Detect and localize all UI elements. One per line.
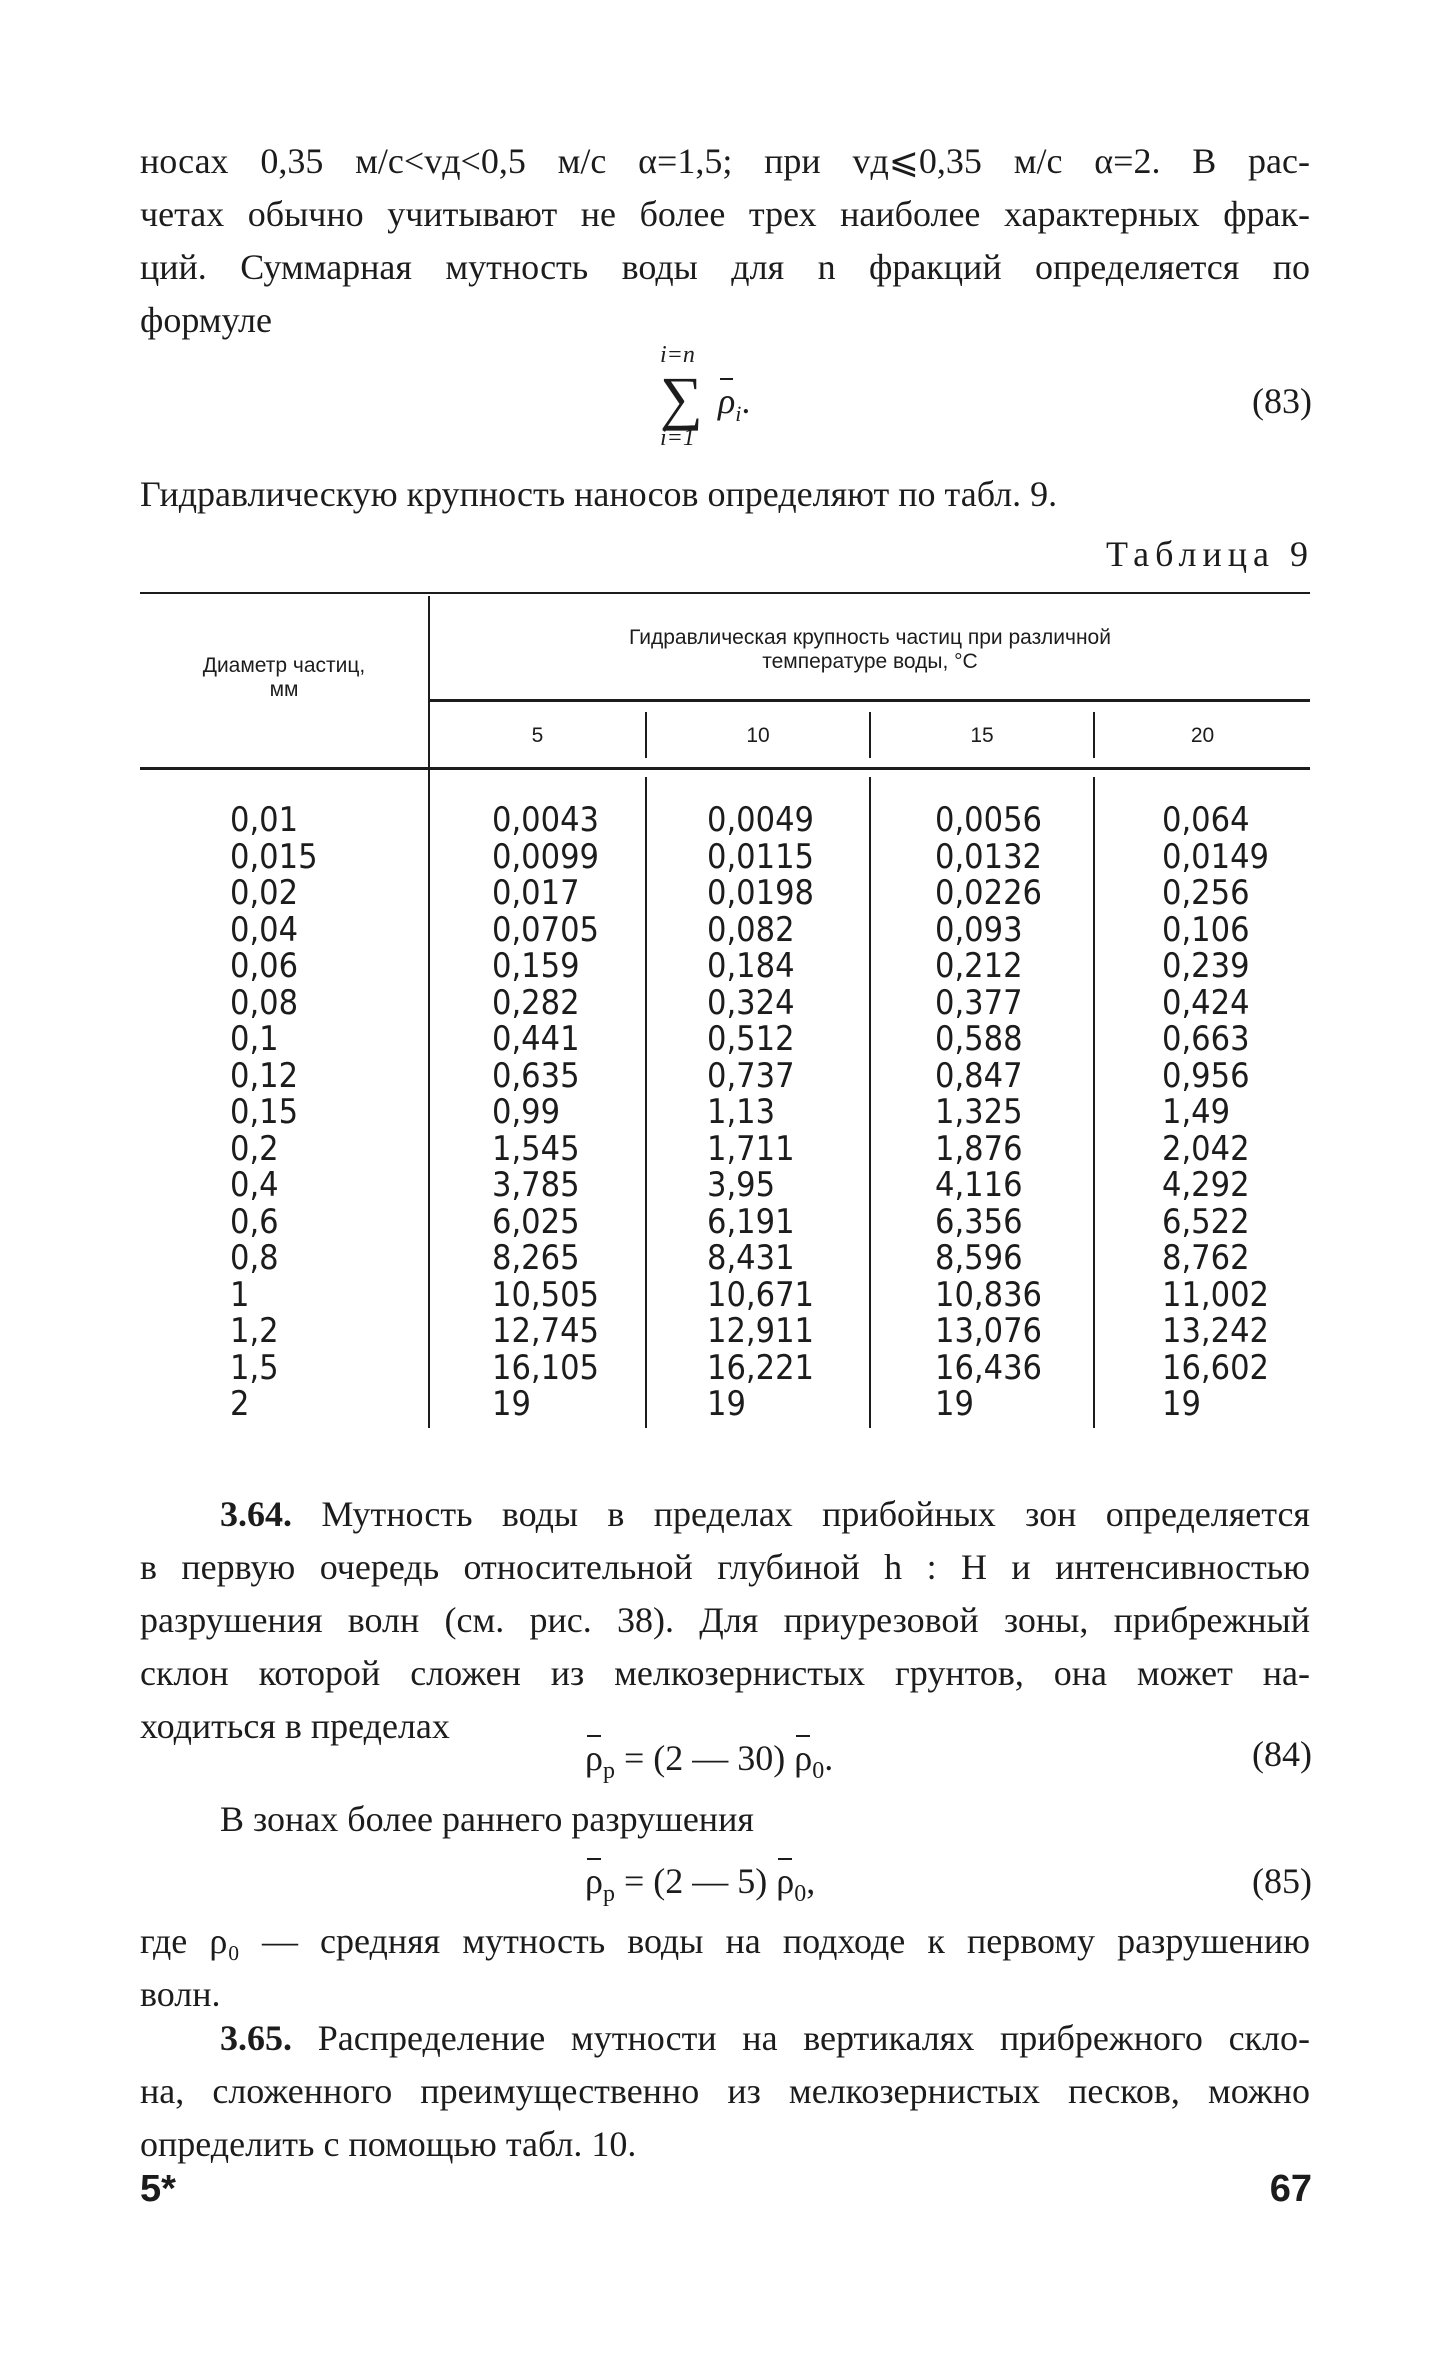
formula-85: $\rho_р = (2$ — 5) $\rho_0$, <box>585 1861 816 1908</box>
table-cell: 13,242 <box>1162 1311 1269 1351</box>
table-cell: 0,2 <box>230 1128 279 1169</box>
table-cell: 3,785 <box>492 1165 580 1205</box>
table-reference: Гидравлическую крупность наносов определяют по табл. 9. <box>140 474 1058 514</box>
table-cell: 19 <box>707 1384 746 1424</box>
table-cell: 11,002 <box>1162 1274 1269 1315</box>
table-cell: 0,282 <box>492 982 580 1023</box>
table-cell: 3,95 <box>707 1165 776 1205</box>
sigma-symbol: ∑ <box>660 365 703 431</box>
table-cell: 0,8 <box>230 1238 279 1278</box>
table-cell: 0,015 <box>230 836 318 877</box>
intro-paragraph <box>140 135 1310 347</box>
table-cell: 0,017 <box>492 873 580 913</box>
table-cell: 0,0149 <box>1162 836 1269 877</box>
table-cell: 0,588 <box>935 1019 1023 1059</box>
where-text: где ρ₀ — средняя мутность воды на подходе к первому разрушению волн. <box>140 1921 1310 2014</box>
table-cell: 0,0099 <box>492 836 599 877</box>
table-cell: 1,49 <box>1162 1092 1231 1132</box>
table-cell: 0,239 <box>1162 946 1250 986</box>
table-cell: 0,212 <box>935 946 1023 986</box>
table-cell: 0,0198 <box>707 873 814 913</box>
paragraph-3-64: 3.64. Мутность воды в пределах прибойных зон определяется в первую очередь относительной глубиной h : H и интенсивностью разрушения волн (см. рис. 38). Для приурезовой зоны, прибрежный склон которой сложен из мелкозернистых грунтов, она может на- ходиться в пределах <box>140 1494 1310 1746</box>
table-cell: 1,876 <box>935 1128 1023 1169</box>
column-temp-10 <box>707 802 814 1423</box>
table-cell: 0,0043 <box>492 800 599 840</box>
intro-line: носах 0,35 м/с<vд<0,5 м/с α=1,5; при vд⩽0,35 м/с α=2. В рас- <box>140 141 1310 181</box>
formula-84: $\rho_р = (2$ — 30) $\rho_0$. <box>585 1738 834 1785</box>
section-number: 3.64. <box>220 1494 292 1534</box>
header-mid-rule <box>430 699 1310 702</box>
column-divider <box>428 596 430 1428</box>
sum-upper-limit: i=n <box>660 342 695 368</box>
page-number: 67 <box>1269 2168 1312 2210</box>
table-cell: 4,116 <box>935 1165 1023 1205</box>
header-temp-10: 10 <box>746 724 770 747</box>
table-cell: 4,292 <box>1162 1165 1250 1205</box>
header-temp-15: 15 <box>970 724 994 747</box>
table-cell: 0,0056 <box>935 800 1042 840</box>
table-cell: 1,545 <box>492 1128 580 1169</box>
table-cell: 0,4 <box>230 1165 279 1205</box>
table-cell: 0,377 <box>935 982 1023 1023</box>
table-cell: 0,15 <box>230 1092 299 1132</box>
table-cell: 0,082 <box>707 909 795 950</box>
table-cell: 10,671 <box>707 1274 814 1315</box>
table-cell: 0,635 <box>492 1055 580 1096</box>
table-cell: 1,711 <box>707 1128 795 1169</box>
table-cell: 0,663 <box>1162 1019 1250 1059</box>
table-cell: 19 <box>492 1384 531 1424</box>
column-divider <box>1093 777 1095 1428</box>
signature-mark: 5* <box>140 2168 176 2210</box>
table-cell: 1 <box>230 1274 250 1315</box>
table-cell: 0,99 <box>492 1092 561 1132</box>
table-cell: 2 <box>230 1384 250 1424</box>
table-cell: 10,836 <box>935 1274 1042 1315</box>
table-cell: 16,436 <box>935 1347 1042 1388</box>
table-cell: 1,5 <box>230 1347 279 1388</box>
header-temp-20: 20 <box>1190 724 1215 747</box>
header-temp-5: 5 <box>531 724 544 747</box>
table-cell: 19 <box>935 1384 974 1424</box>
header-diameter: Диаметр частиц, мм <box>202 654 366 701</box>
table-cell: 0,956 <box>1162 1055 1250 1096</box>
table-cell: 0,02 <box>230 873 299 913</box>
table-cell: 0,093 <box>935 909 1023 950</box>
equation-number-84: (84) <box>1252 1734 1312 1774</box>
table-cell: 0,0049 <box>707 800 814 840</box>
header-hydraulic-size: Гидравлическая крупность частиц при различной температуре воды, °С <box>629 626 1111 673</box>
table-cell: 1,2 <box>230 1311 279 1351</box>
intro-line: ций. Суммарная мутность воды для n фракций определяется по <box>140 247 1310 287</box>
column-temp-5 <box>492 802 599 1423</box>
zones-text: В зонах более раннего разрушения <box>220 1799 754 1839</box>
column-temp-20 <box>1162 802 1269 1423</box>
table-cell: 0,0705 <box>492 909 599 950</box>
paragraph-3-65: 3.65. Распределение мутности на вертикалях прибрежного скло- на, сложенного преимущественно из мелкозернистых песков, можно определить с помощью табл. 10. <box>140 2018 1311 2164</box>
table-cell: 0,12 <box>230 1055 299 1096</box>
table-cell: 0,1 <box>230 1019 279 1059</box>
table-cell: 8,431 <box>707 1238 795 1278</box>
table-cell: 0,106 <box>1162 909 1250 950</box>
table-cell: 8,762 <box>1162 1238 1250 1278</box>
table-cell: 0,6 <box>230 1201 279 1242</box>
sum-term: $\rho_i$. <box>718 381 751 427</box>
table-cell: 8,596 <box>935 1238 1023 1278</box>
table-cell: 10,505 <box>492 1274 599 1315</box>
table-top-rule <box>140 592 1310 594</box>
table-cell: 0,847 <box>935 1055 1023 1096</box>
table-cell: 0,0226 <box>935 873 1042 913</box>
equation-number-85: (85) <box>1252 1861 1312 1901</box>
equation-number-83: (83) <box>1252 381 1312 421</box>
intro-line: формуле <box>140 300 272 340</box>
column-divider <box>869 777 871 1428</box>
table-cell: 2,042 <box>1162 1128 1250 1169</box>
column-divider <box>645 777 647 1428</box>
table-cell: 6,356 <box>935 1201 1023 1242</box>
table-cell: 13,076 <box>935 1311 1042 1351</box>
table-cell: 1,13 <box>707 1092 776 1132</box>
table-cell: 6,025 <box>492 1201 580 1242</box>
header-bottom-rule <box>140 767 1310 770</box>
table-cell: 0,01 <box>230 800 299 840</box>
table-cell: 16,602 <box>1162 1347 1269 1388</box>
table-cell: 0,184 <box>707 946 795 986</box>
table-9 <box>140 592 1310 1438</box>
table-cell: 0,441 <box>492 1019 580 1059</box>
table-cell: 16,221 <box>707 1347 814 1388</box>
table-caption: Таблица 9 <box>1106 534 1314 574</box>
table-cell: 0,737 <box>707 1055 795 1096</box>
table-cell: 8,265 <box>492 1238 580 1278</box>
table-cell: 0,04 <box>230 909 299 950</box>
table-cell: 0,0115 <box>707 836 814 877</box>
table-cell: 12,911 <box>707 1311 814 1351</box>
table-cell: 0,06 <box>230 946 299 986</box>
table-cell: 0,256 <box>1162 873 1250 913</box>
sum-lower-limit: i=1 <box>660 425 695 451</box>
intro-line: четах обычно учитывают не более трех наиболее характерных фрак- <box>140 194 1310 234</box>
table-cell: 0,0132 <box>935 836 1042 877</box>
column-diameter <box>230 802 318 1423</box>
column-temp-15 <box>935 802 1042 1423</box>
table-cell: 12,745 <box>492 1311 599 1351</box>
table-cell: 0,08 <box>230 982 299 1023</box>
table-cell: 6,522 <box>1162 1201 1250 1242</box>
table-cell: 0,159 <box>492 946 580 986</box>
table-cell: 19 <box>1162 1384 1201 1424</box>
section-number: 3.65. <box>220 2018 292 2058</box>
table-cell: 0,424 <box>1162 982 1250 1023</box>
table-cell: 0,324 <box>707 982 795 1023</box>
table-cell: 0,512 <box>707 1019 795 1059</box>
table-cell: 0,064 <box>1162 800 1250 840</box>
table-cell: 16,105 <box>492 1347 599 1388</box>
table-cell: 6,191 <box>707 1201 795 1242</box>
table-cell: 1,325 <box>935 1092 1023 1132</box>
